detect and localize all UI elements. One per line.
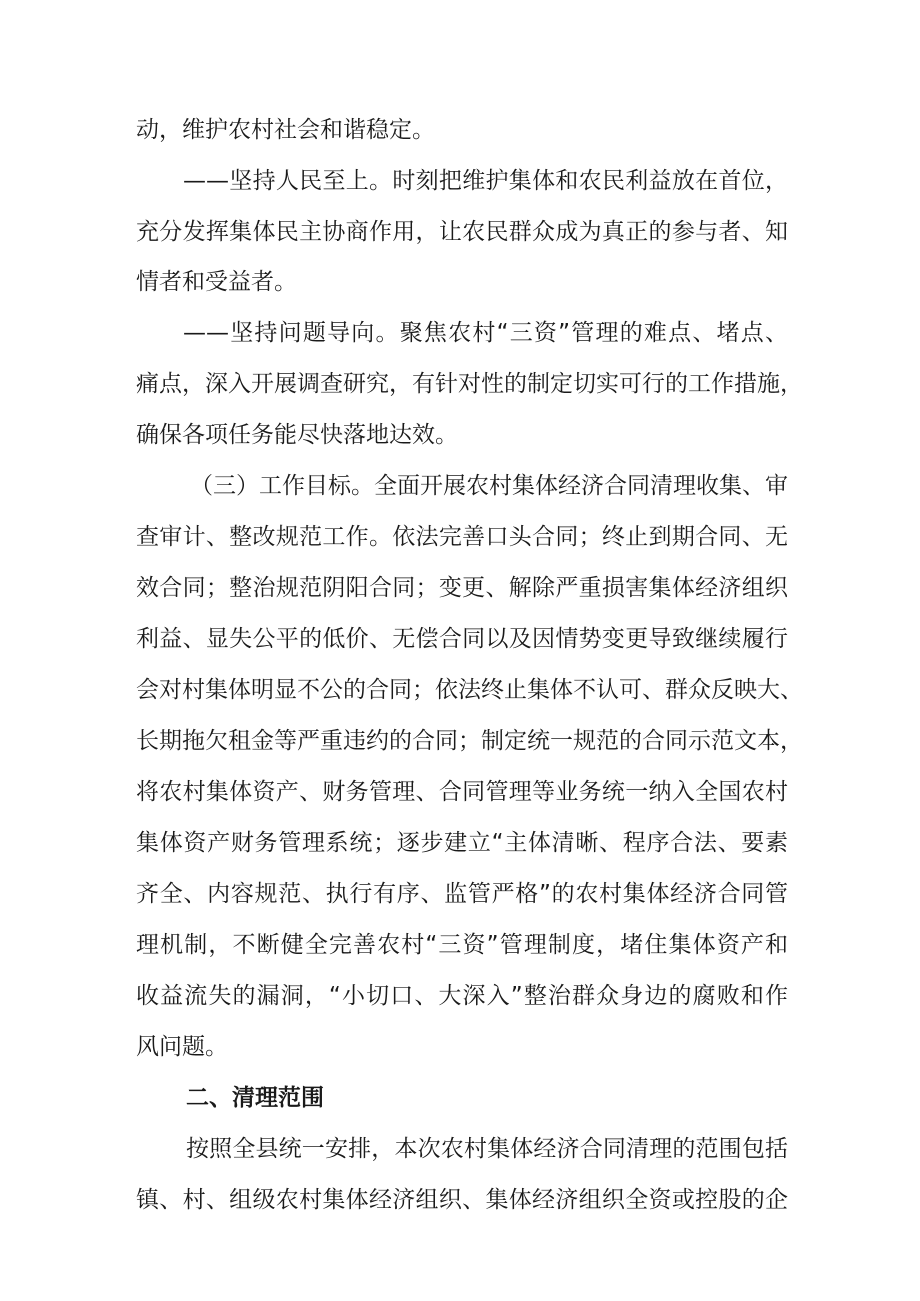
- text-line: 充分发挥集体民主协商作用，让农民群众成为真正的参与者、知: [136, 219, 788, 245]
- text-line: 动，维护农村社会和谐稳定。: [136, 117, 435, 143]
- section-heading: 二、清理范围: [186, 1085, 324, 1111]
- text-line: 风问题。: [136, 1034, 228, 1060]
- text-line: 情者和受益者。: [136, 269, 297, 295]
- text-line: 齐全、内容规范、执行有序、监管严格”的农村集体经济合同管: [136, 881, 788, 907]
- text-line: ——坚持人民至上。时刻把维护集体和农民利益放在首位，: [183, 168, 788, 194]
- text-line: 会对村集体明显不公的合同；依法终止集体不认可、群众反映大、: [136, 677, 803, 703]
- text-line: 确保各项任务能尽快落地达效。: [136, 422, 458, 448]
- text-line: 收益流失的漏洞，“小切口、大深入”整治群众身边的腐败和作: [136, 983, 788, 1009]
- text-line: 效合同；整治规范阴阳合同；变更、解除严重损害集体经济组织: [136, 575, 788, 601]
- text-line: 按照全县统一安排，本次农村集体经济合同清理的范围包括: [186, 1136, 788, 1162]
- text-line: 利益、显失公平的低价、无偿合同以及因情势变更导致继续履行: [136, 626, 788, 652]
- text-line: 查审计、整改规范工作。依法完善口头合同；终止到期合同、无: [136, 524, 788, 550]
- text-line: ——坚持问题导向。聚焦农村“三资”管理的难点、堵点、: [183, 320, 788, 346]
- text-line: 将农村集体资产、财务管理、合同管理等业务统一纳入全国农村: [136, 779, 788, 805]
- text-line: 集体资产财务管理系统；逐步建立“主体清晰、程序合法、要素: [136, 830, 788, 856]
- text-line: 痛点，深入开展调查研究，有针对性的制定切实可行的工作措施，: [136, 371, 803, 397]
- text-line: 长期拖欠租金等严重违约的合同；制定统一规范的合同示范文本，: [136, 728, 803, 754]
- text-line: 镇、村、组级农村集体经济组织、集体经济组织全资或控股的企: [136, 1187, 788, 1213]
- text-line: 理机制，不断健全完善农村“三资”管理制度，堵住集体资产和: [136, 932, 788, 958]
- section-item-heading: （三）工作目标。全面开展农村集体经济合同清理收集、审: [190, 473, 788, 499]
